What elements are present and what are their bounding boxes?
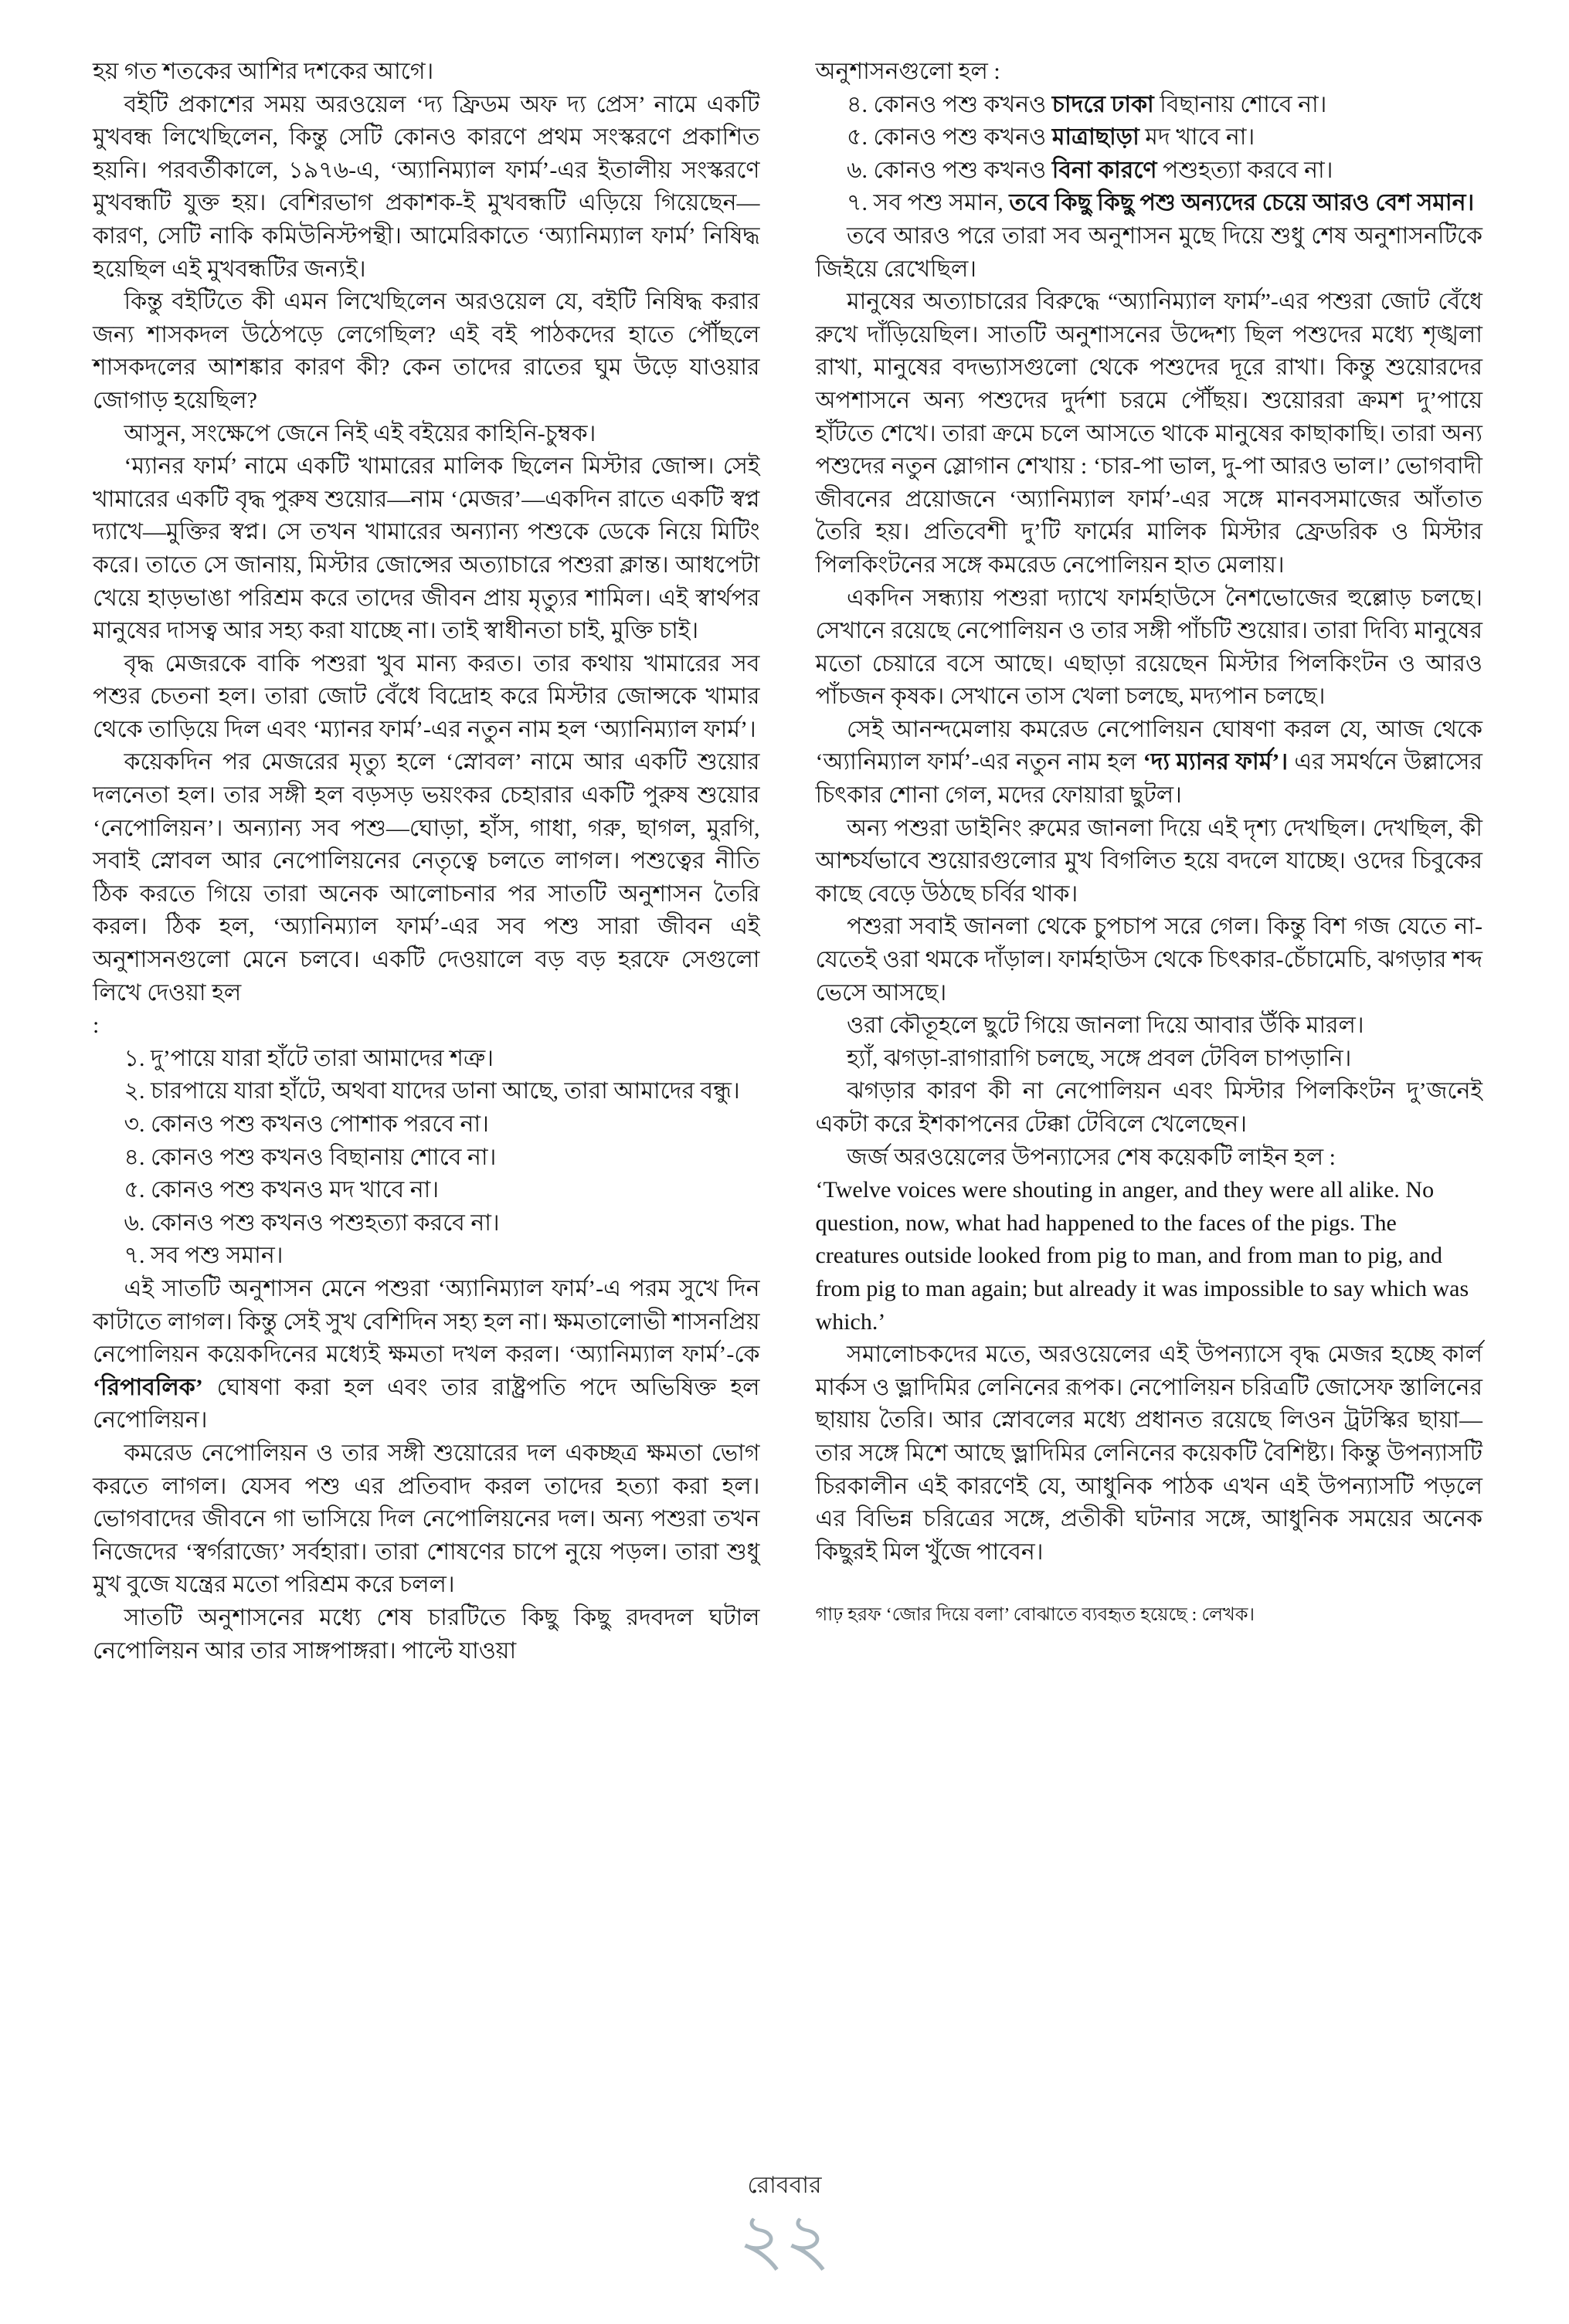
rule-item: ৪. কোনও পশু কখনও বিছানায় শোবে না। [124, 1144, 497, 1170]
text-segment: সেই আনন্দমেলায় কমরেড নেপোলিয়ন ঘোষণা করল যে, আজ থেকে ‘অ্যানিম্যাল ফার্ম’-এর নতুন নাম হল [815, 716, 1482, 775]
text-segment: এই সাতটি অনুশাসন মেনে পশুরা ‘অ্যানিম্যাল ফার্ম’-এ পরম সুখে দিন কাটাতে লাগল। কিন্তু সেই সুখ বেশিদিন সহ্য হল না। ক্ষমতালোভী শাসনপ্রিয় নেপোলিয়ন কয়েকদিনের মধ্যেই ক্ষমতা দখল করল। ‘অ্যানিম্যাল ফার্ম’-কে [93, 1275, 760, 1368]
bold-emphasis: মাত্রাছাড়া [1051, 124, 1139, 151]
bold-emphasis: ‘রিপাবলিক’ [93, 1374, 203, 1400]
author-footnote: গাঢ় হরফ ‘জোর দিয়ে বলা’ বোঝাতে ব্যবহৃত হয়েছে : লেখক। [815, 1605, 1255, 1626]
paragraph: তবে আরও পরে তারা সব অনুশাসন মুছে দিয়ে শুধু শেষ অনুশাসনটিকে জিইয়ে রেখেছিল। [815, 222, 1482, 282]
paragraph: সমালোচকদের মতে, অরওয়েলের এই উপন্যাসে বৃদ্ধ মেজর হচ্ছে কার্ল মার্কস ও ভ্লাদিমির লেনিনের রূপক। নেপোলিয়ন চরিত্রটি জোসেফ স্তালিনের ছায়ায় তৈরি। আর স্নোবলের মধ্যে প্রধানত রয়েছে লিওন ট্রটস্কির ছায়া—তার সঙ্গে মিশে আছে ভ্লাদিমির লেনিনের কয়েকটি বৈশিষ্ট্য। কিন্তু উপন্যাসটি চিরকালীন এই কারণেই যে, আধুনিক পাঠক এখন এই উপন্যাসটি পড়লে এর বিভিন্ন চরিত্রের সঙ্গে, প্রতীকী ঘটনার সঙ্গে, আধুনিক সময়ের অনেক কিছুরই মিল খুঁজে পাবেন। [815, 1342, 1482, 1565]
text-segment: ঘোষণা করা হল এবং তার রাষ্ট্রপতি পদে অভিষিক্ত হল নেপোলিয়ন। [93, 1374, 760, 1433]
publication-name: রোববার [747, 2173, 822, 2198]
page-number: ২২ [738, 2198, 831, 2281]
paragraph: ঝগড়ার কারণ কী না নেপোলিয়ন এবং মিস্টার পিলকিংটন দু’জনেই একটা করে ইশকাপনের টেক্কা টেবিলে খেলেছেন। [815, 1078, 1482, 1137]
text-segment: ৪. কোনও পশু কখনও [847, 91, 1052, 117]
rule-item: ৩. কোনও পশু কখনও পোশাক পরবে না। [124, 1111, 489, 1137]
rule-item [816, 89, 1483, 122]
colon-line: : [93, 1013, 100, 1039]
paragraph: জর্জ অরওয়েলের উপন্যাসের শেষ কয়েকটি লাইন হল : [847, 1144, 1336, 1170]
page-footer [0, 2172, 1569, 2281]
text-segment: ৬. কোনও পশু কখনও [847, 157, 1052, 183]
rule-item: ৫. কোনও পশু কখনও মদ খাবে না। [124, 1177, 440, 1203]
column-left [93, 56, 760, 1668]
paragraph: মানুষের অত্যাচারের বিরুদ্ধে “অ্যানিম্যাল ফার্ম”-এর পশুরা জোট বেঁধে রুখে দাঁড়িয়েছিল। সাতটি অনুশাসনের উদ্দেশ্য ছিল পশুদের মধ্যে শৃঙ্খলা রাখা, মানুষের বদভ্যাসগুলো থেকে পশুদের দূরে রাখা। কিন্তু শুয়োরদের অপশাসনে অন্য পশুদের দুর্দশা চরমে পৌঁছয়। শুয়োররা ক্রমশ দু’পায়ে হাঁটতে শেখে। তারা ক্রমে চলে আসতে থাকে মানুষের কাছাকাছি। তারা অন্য পশুদের নতুন স্লোগান শেখায় : ‘চার-পা ভাল, দু-পা আরও ভাল।’ ভোগবাদী জীবনের প্রয়োজনে ‘অ্যানিম্যাল ফার্ম’-এর সঙ্গে মানবসমাজের আঁতাত তৈরি হয়। প্রতিবেশী দু’টি ফার্মের মালিক মিস্টার ফ্রেডরিক ও মিস্টার পিলকিংটনের সঙ্গে কমরেড নেপোলিয়ন হাত মেলায়। [815, 289, 1482, 578]
text-segment: ৭. সব পশু সমান, [847, 190, 1010, 216]
paragraph: একদিন সন্ধ্যায় পশুরা দ্যাখে ফার্মহাউসে নৈশভোজের হুল্লোড় চলছে। সেখানে রয়েছে নেপোলিয়ন ও তার সঙ্গী পাঁচটি শুয়োর। তারা দিব্যি মানুষের মতো চেয়ারে বসে আছে। এছাড়া রয়েছেন মিস্টার পিলকিংটন ও আরও পাঁচজন কৃষক। সেখানে তাস খেলা চলছে, মদ্যপান চলছে। [815, 585, 1482, 710]
paragraph: অনুশাসনগুলো হল : [815, 59, 1000, 84]
paragraph: কিন্তু বইটিতে কী এমন লিখেছিলেন অরওয়েল যে, বইটি নিষিদ্ধ করার জন্য শাসকদল উঠেপড়ে লেগেছিল? এই বই পাঠকদের হাতে পৌঁছলে শাসকদলের আশঙ্কার কারণ কী? কেন তাদের রাতের ঘুম উড়ে যাওয়ার জোগাড় হয়েছিল? [93, 289, 760, 413]
text-segment: মদ খাবে না। [1139, 124, 1255, 151]
text-segment: ৫. কোনও পশু কখনও [847, 124, 1052, 151]
bold-emphasis: চাদরে ঢাকা [1051, 91, 1154, 117]
paragraph: কমরেড নেপোলিয়ন ও তার সঙ্গী শুয়োরের দল একচ্ছত্র ক্ষমতা ভোগ করতে লাগল। যেসব পশু এর প্রতিবাদ করল তাদের হত্যা করা হল। ভোগবাদের জীবনে গা ভাসিয়ে দিল নেপোলিয়নের দল। অন্য পশুরা তখন নিজেদের ‘স্বর্গরাজ্যে’ সর্বহারা। তারা শোষণের চাপে নুয়ে পড়ল। তারা শুধু মুখ বুজে যন্ত্রের মতো পরিশ্রম করে চলল। [93, 1440, 760, 1598]
paragraph: বৃদ্ধ মেজরকে বাকি পশুরা খুব মান্য করত। তার কথায় খামারের সব পশুর চেতনা হল। তারা জোট বেঁধে বিদ্রোহ করে মিস্টার জোন্সকে খামার থেকে তাড়িয়ে দিল এবং ‘ম্যানর ফার্ম’-এর নতুন নাম হল ‘অ্যানিম্যাল ফার্ম’। [93, 650, 760, 742]
rule-item: ২. চারপায়ে যারা হাঁটে, অথবা যাদের ডানা আছে, তারা আমাদের বন্ধু। [124, 1078, 740, 1104]
paragraph: হ্যাঁ, ঝগড়া-রাগারাগি চলছে, সঙ্গে প্রবল টেবিল চাপড়ানি। [847, 1045, 1352, 1071]
paragraph: অন্য পশুরা ডাইনিং রুমের জানলা দিয়ে এই দৃশ্য দেখছিল। দেখছিল, কী আশ্চর্যভাবে শুয়োরগুলোর মুখ বিগলিত হয়ে বদলে যাচ্ছে। ওদের চিবুকের কাছে বেড়ে উঠছে চর্বির থাক। [815, 815, 1482, 907]
paragraph: সাতটি অনুশাসনের মধ্যে শেষ চারটিতে কিছু কিছু রদবদল ঘটাল নেপোলিয়ন আর তার সাঙ্গপাঙ্গরা। পাল্টে যাওয়া [93, 1604, 760, 1664]
bold-emphasis: বিনা কারণে [1051, 157, 1157, 183]
column-right [816, 56, 1483, 1668]
text-segment: পশুহত্যা করবে না। [1156, 157, 1333, 183]
rule-item: ৭. সব পশু সমান। [124, 1243, 284, 1269]
text-segment: বিছানায় শোবে না। [1153, 91, 1327, 117]
paragraph: আসুন, সংক্ষেপে জেনে নিই এই বইয়ের কাহিনি-চুম্বক। [124, 420, 596, 446]
paragraph: ‘ম্যানর ফার্ম’ নামে একটি খামারের মালিক ছিলেন মিস্টার জোন্স। সেই খামারের একটি বৃদ্ধ পুরুষ শুয়োর—নাম ‘মেজর’—একদিন রাতে একটি স্বপ্ন দ্যাখে—মুক্তির স্বপ্ন। সে তখন খামারের অন্যান্য পশুকে ডেকে নিয়ে মিটিং করে। তাতে সে জানায়, মিস্টার জোন্সের অত্যাচারে পশুরা ক্লান্ত। আধপেটা খেয়ে হাড়ভাঙা পরিশ্রম করে তাদের জীবন প্রায় মৃত্যুর শামিল। এই স্বার্থপর মানুষের দাসত্ব আর সহ্য করা যাচ্ছে না। তাই স্বাধীনতা চাই, মুক্তি চাই। [93, 453, 760, 644]
paragraph: পশুরা সবাই জানলা থেকে চুপচাপ সরে গেল। কিন্তু বিশ গজ যেতে না-যেতেই ওরা থমকে দাঁড়াল। ফার্মহাউস থেকে চিৎকার-চেঁচামেচি, ঝগড়ার শব্দ ভেসে আসছে। [815, 914, 1482, 1006]
paragraph [93, 1273, 760, 1437]
english-quote: ‘Twelve voices were shouting in anger, and they were all alike. No question, now, what had happened to the faces of the pigs. The creatures outside looked from pig to man, and from man to pig, and from pig to man again; but already it was impossible to say which was which.’ [815, 1177, 1469, 1335]
paragraph [816, 714, 1483, 813]
paragraph: বইটি প্রকাশের সময় অরওয়েল ‘দ্য ফ্রিডম অফ দ্য প্রেস’ নামে একটি মুখবন্ধ লিখেছিলেন, কিন্তু সেটি কোনও কারণে প্রথম সংস্করণে প্রকাশিত হয়নি। পরবর্তীকালে, ১৯৭৬-এ, ‘অ্যানিম্যাল ফার্ম’-এর ইতালীয় সংস্করণে মুখবন্ধটি যুক্ত হয়। বেশিরভাগ প্রকাশক-ই মুখবন্ধটি এড়িয়ে গিয়েছেন—কারণ, সেটি নাকি কমিউনিস্টপন্থী। আমেরিকাতে ‘অ্যানিম্যাল ফার্ম’ নিষিদ্ধ হয়েছিল এই মুখবন্ধটির জন্যই। [93, 91, 760, 282]
rule-item: ৬. কোনও পশু কখনও পশুহত্যা করবে না। [124, 1209, 500, 1236]
paragraph: কয়েকদিন পর মেজরের মৃত্যু হলে ‘স্নোবল’ নামে আর একটি শুয়োর দলনেতা হল। তার সঙ্গী হল বড়সড় ভয়ংকর চেহারার একটি পুরুষ শুয়োর ‘নেপোলিয়ন’। অন্যান্য সব পশু—ঘোড়া, হাঁস, গাধা, গরু, ছাগল, মুরগি, সবাই স্নোবল আর নেপোলিয়নের নেতৃত্বে চলতে লাগল। পশুত্বের নীতি ঠিক করতে গিয়ে তারা অনেক আলোচনার পর সাতটি অনুশাসন তৈরি করল। ঠিক হল, ‘অ্যানিম্যাল ফার্ম’-এর সব পশু সারা জীবন এই অনুশাসনগুলো মেনে চলবে। একটি দেওয়ালে বড় বড় হরফে সেগুলো লিখে দেওয়া হল [93, 749, 760, 1006]
text-segment: এর সমর্থনে উল্লাসের চিৎকার শোনা গেল, মদের ফোয়ারা ছুটল। [815, 749, 1482, 809]
rule-item: ১. দু’পায়ে যারা হাঁটে তারা আমাদের শত্রু। [124, 1045, 494, 1071]
rule-item [816, 121, 1483, 154]
rule-item [816, 154, 1483, 188]
rule-item [816, 187, 1483, 220]
paragraph: ওরা কৌতূহলে ছুটে গিয়ে জানলা দিয়ে আবার উঁকি মারল। [847, 1013, 1364, 1039]
bold-emphasis: ‘দ্য ম্যানর ফার্ম’। [1143, 749, 1289, 775]
bold-emphasis: তবে কিছু কিছু পশু অন্যদের চেয়ে আরও বেশ সমান। [1009, 190, 1475, 216]
paragraph: হয় গত শতকের আশির দশকের আগে। [93, 59, 434, 84]
